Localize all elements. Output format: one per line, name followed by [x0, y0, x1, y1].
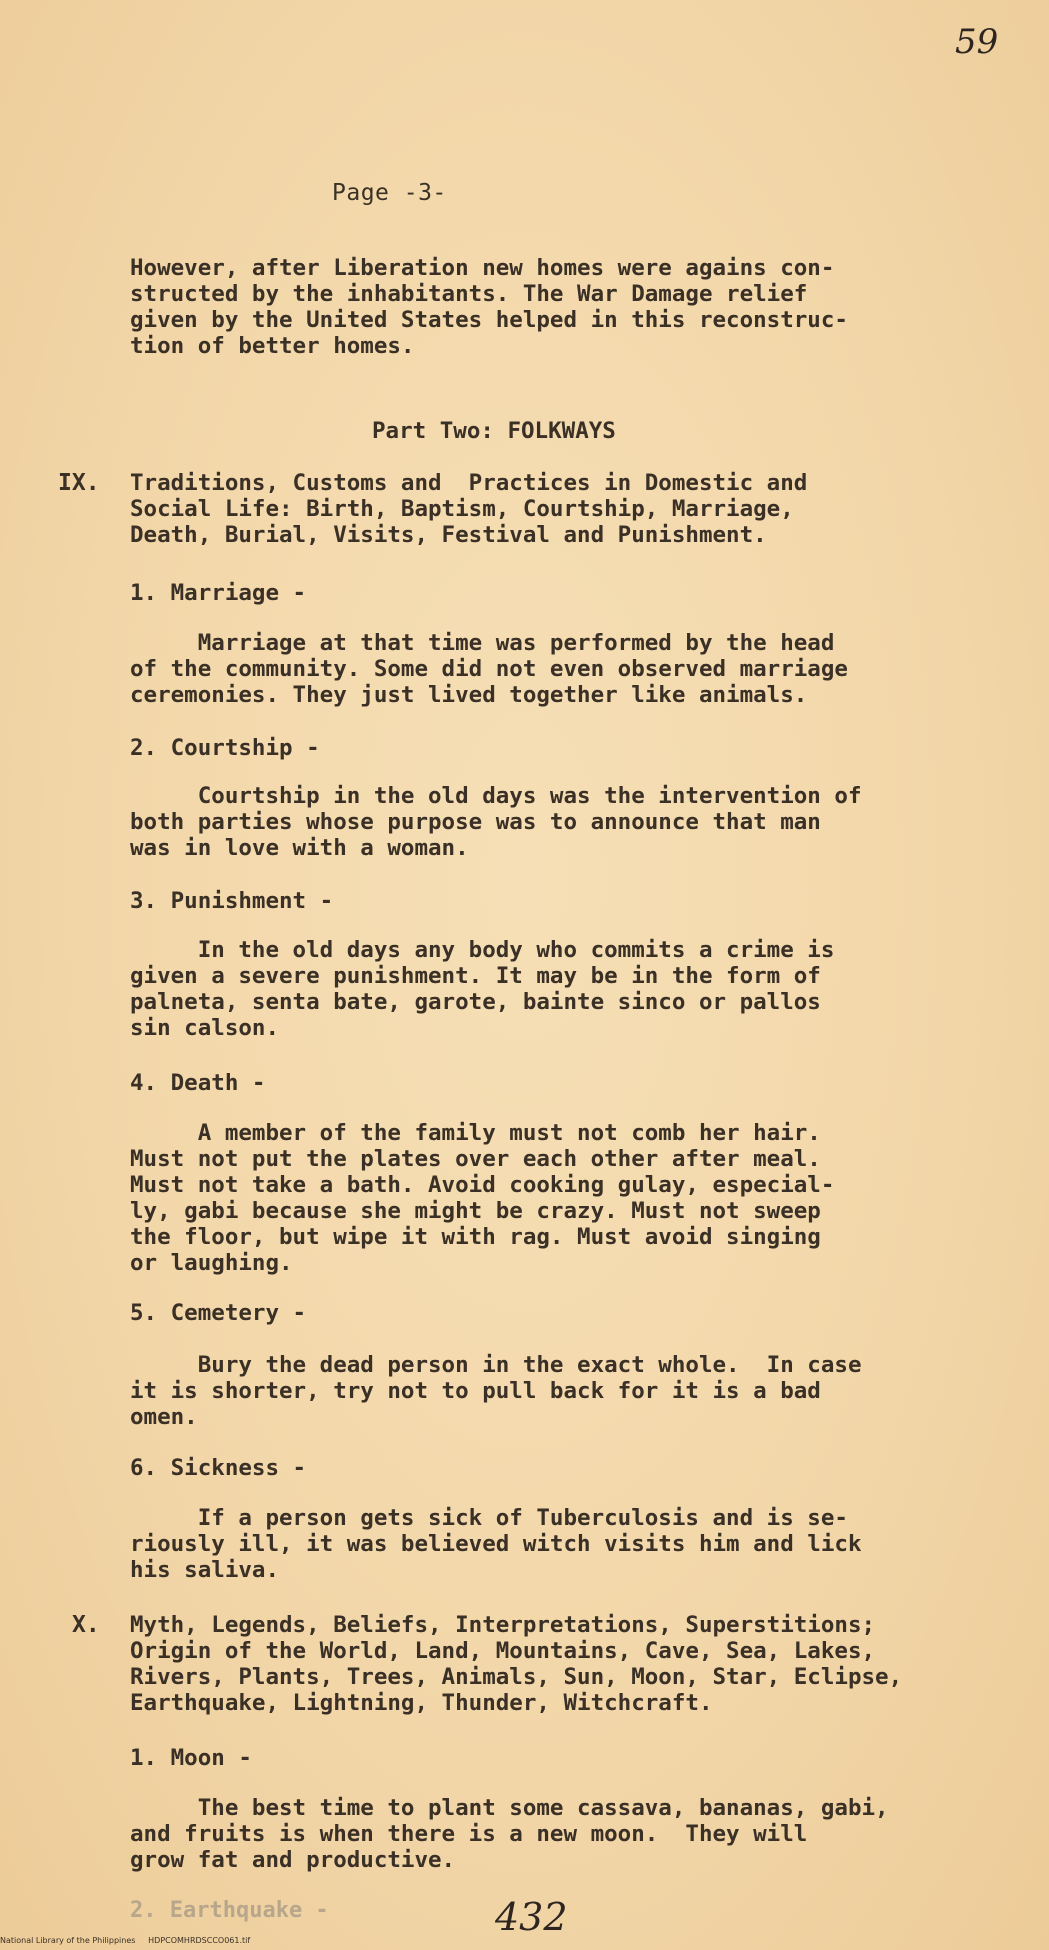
text-line: Rivers, Plants, Trees, Animals, Sun, Moon, Star, Eclipse, — [130, 1664, 903, 1690]
text-line: and fruits is when there is a new moon. They will — [130, 1821, 808, 1847]
item-body-courtship — [130, 783, 1030, 861]
text-line: In the old days any body who commits a crime is — [130, 937, 835, 963]
scan-footer: National Library of the Philippines HDPCOMHRDSCCO061.tif — [0, 1936, 251, 1945]
item-body-punishment — [130, 937, 1030, 1041]
text-line: it is shorter, try not to pull back for it is a bad — [130, 1378, 821, 1404]
text-line: Bury the dead person in the exact whole. In case — [130, 1352, 862, 1378]
text-line: given by the United States helped in this reconstruc- — [130, 307, 848, 333]
item-heading-punishment: 3. Punishment - — [130, 888, 334, 914]
section-x-numeral: X. — [72, 1612, 100, 1638]
text-line: both parties whose purpose was to announce that man — [130, 809, 821, 835]
text-line: given a severe punishment. It may be in the form of — [130, 963, 821, 989]
text-line: ceremonies. They just lived together like animals. — [130, 682, 808, 708]
text-line: However, after Liberation new homes were agains con- — [130, 255, 835, 281]
part-title: Part Two: FOLKWAYS — [372, 418, 616, 444]
text-line: omen. — [130, 1404, 198, 1430]
text-line: Traditions, Customs and Practices in Domestic and — [130, 470, 808, 496]
text-line: The best time to plant some cassava, bananas, gabi, — [130, 1795, 889, 1821]
text-line: Social Life: Birth, Baptism, Courtship, Marriage, — [130, 496, 794, 522]
item-body-moon — [130, 1795, 1030, 1873]
handwritten-bottom-number: 432 — [495, 1895, 568, 1939]
text-line: the floor, but wipe it with rag. Must avoid singing — [130, 1224, 821, 1250]
text-line: was in love with a woman. — [130, 835, 469, 861]
text-line: grow fat and productive. — [130, 1847, 456, 1873]
text-line: A member of the family must not comb her hair. — [130, 1120, 821, 1146]
text-line: his saliva. — [130, 1557, 280, 1583]
item-heading-marriage: 1. Marriage - — [130, 580, 307, 606]
text-line: structed by the inhabitants. The War Damage relief — [130, 281, 808, 307]
text-line: Courtship in the old days was the intervention of — [130, 783, 862, 809]
text-line: Origin of the World, Land, Mountains, Cave, Sea, Lakes, — [130, 1638, 876, 1664]
intro-paragraph — [130, 255, 1030, 359]
text-line: tion of better homes. — [130, 333, 415, 359]
text-line: Death, Burial, Visits, Festival and Punishment. — [130, 522, 767, 548]
item-heading-cemetery: 5. Cemetery - — [130, 1300, 307, 1326]
text-line: If a person gets sick of Tuberculosis and is se- — [130, 1505, 848, 1531]
section-x-title — [130, 1612, 1030, 1716]
text-line: Must not put the plates over each other after meal. — [130, 1146, 821, 1172]
item-body-cemetery — [130, 1352, 1030, 1430]
section-ix-numeral: IX. — [58, 470, 100, 496]
item-heading-moon: 1. Moon - — [130, 1745, 252, 1771]
text-line: sin calson. — [130, 1015, 280, 1041]
item-heading-death: 4. Death - — [130, 1070, 266, 1096]
item-heading-courtship: 2. Courtship - — [130, 735, 320, 761]
item-body-sickness — [130, 1505, 1030, 1583]
handwritten-page-number: 59 — [955, 22, 999, 62]
item-body-marriage — [130, 630, 1030, 708]
faded-item-heading: 2. Earthquake - — [130, 1898, 329, 1923]
text-line: ly, gabi because she might be crazy. Must not sweep — [130, 1198, 821, 1224]
text-line: riously ill, it was believed witch visits him and lick — [130, 1531, 862, 1557]
text-line: of the community. Some did not even observed marriage — [130, 656, 848, 682]
text-line: or laughing. — [130, 1250, 293, 1276]
page-heading: Page -3- — [332, 180, 447, 206]
text-line: Must not take a bath. Avoid cooking gulay, especial- — [130, 1172, 835, 1198]
item-body-death — [130, 1120, 1030, 1276]
text-line: palneta, senta bate, garote, bainte sinco or pallos — [130, 989, 821, 1015]
text-line: Marriage at that time was performed by the head — [130, 630, 835, 656]
text-line: Earthquake, Lightning, Thunder, Witchcraft. — [130, 1690, 713, 1716]
item-heading-sickness: 6. Sickness - — [130, 1455, 307, 1481]
text-line: Myth, Legends, Beliefs, Interpretations, Superstitions; — [130, 1612, 876, 1638]
section-ix-title — [130, 470, 1030, 548]
